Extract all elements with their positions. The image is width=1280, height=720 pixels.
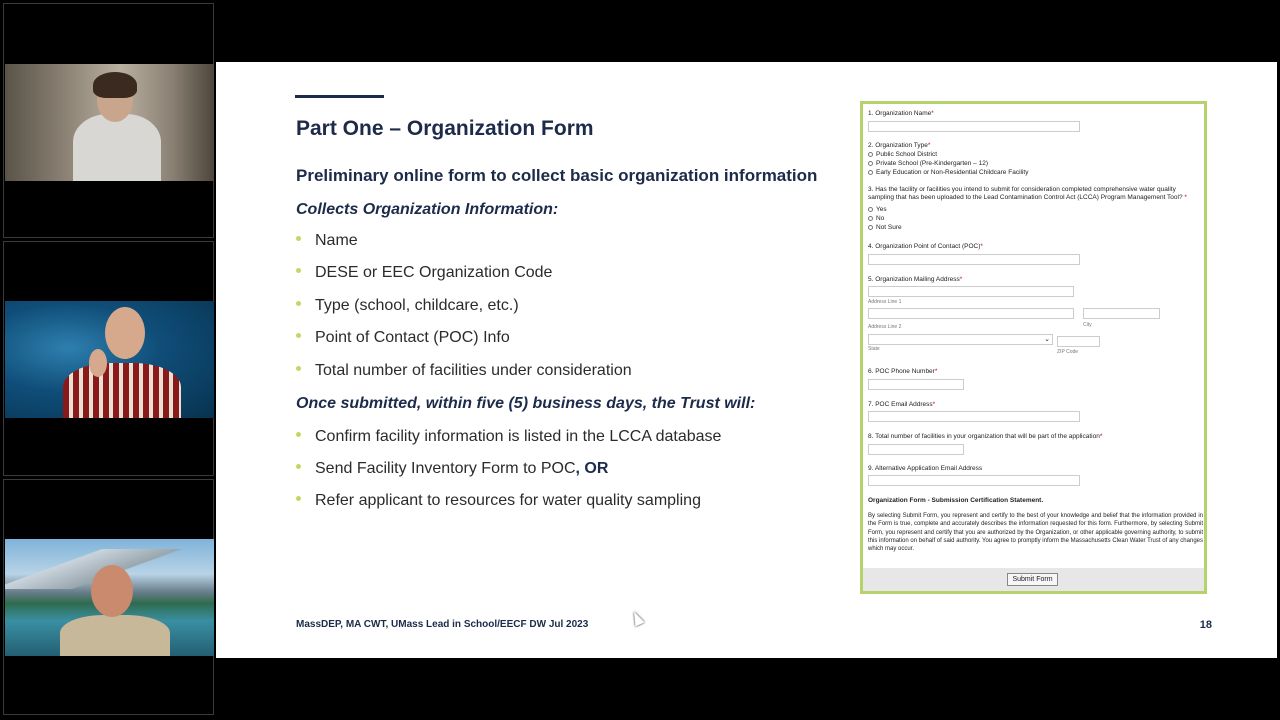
bullet-item: Send Facility Inventory Form to POC, OR: [296, 460, 608, 478]
participant-tile-3[interactable]: [3, 479, 214, 715]
bullet-item: Total number of facilities under consideration: [296, 362, 632, 380]
slide-subtitle: Preliminary online form to collect basic organization information: [296, 166, 818, 185]
bullet-dot-icon: [296, 464, 301, 469]
radio-option[interactable]: Early Education or Non-Residential Childcare Facility: [868, 169, 1028, 176]
bullet-dot-icon: [296, 333, 301, 338]
form-label-org-type: 2. Organization Type*: [868, 142, 931, 149]
address-line2-hint: Address Line 2: [868, 324, 902, 330]
slide-title: Part One – Organization Form: [296, 117, 594, 140]
radio-icon: [868, 170, 873, 175]
radio-icon: [868, 152, 873, 157]
certification-text: By selecting Submit Form, you represent and certify to the best of your knowledge and belief that the information provided in the Form is true, complete and accurately describes the information requested for this form. Furthermore, by selecting Submit Form, you represent and certify that you are authorized by the Organization, or other applicable governing authority, to submit this information on behalf of said authority. You agree to promptly inform the Massachusetts Clean Water Trust of any changes which may occur.: [868, 513, 1203, 553]
slide-footer: MassDEP, MA CWT, UMass Lead in School/EECF DW Jul 2023: [296, 619, 589, 630]
bullet-item: Name: [296, 232, 358, 250]
radio-option[interactable]: No: [868, 215, 884, 222]
participant-tile-2[interactable]: [3, 241, 214, 476]
bullet-item: Confirm facility information is listed in the LCCA database: [296, 428, 721, 446]
phone-field[interactable]: [868, 379, 964, 390]
zip-field[interactable]: [1057, 336, 1100, 347]
bullet-item: Point of Contact (POC) Info: [296, 329, 510, 347]
section-heading-collects: Collects Organization Information:: [296, 201, 559, 218]
city-field[interactable]: [1083, 308, 1160, 319]
bullet-dot-icon: [296, 432, 301, 437]
participant-video-3: [5, 539, 214, 656]
form-label-facility-count: 8. Total number of facilities in your organization that will be part of the application*: [868, 433, 1103, 440]
address-line1-field[interactable]: [868, 286, 1074, 297]
address-line2-field[interactable]: [868, 308, 1074, 319]
participant-video-2: [5, 301, 214, 418]
chevron-down-icon: ⌄: [1044, 336, 1050, 343]
address-line1-hint: Address Line 1: [868, 299, 902, 305]
radio-option[interactable]: Public School District: [868, 151, 937, 158]
radio-icon: [868, 161, 873, 166]
form-label-alt-email: 9. Alternative Application Email Address: [868, 465, 983, 472]
radio-option[interactable]: Private School (Pre-Kindergarten – 12): [868, 160, 988, 167]
certification-title: Organization Form - Submission Certification Statement.: [868, 497, 1044, 504]
title-accent-bar: [295, 95, 384, 98]
bullet-item: Refer applicant to resources for water quality sampling: [296, 492, 701, 510]
form-label-poc: 4. Organization Point of Contact (POC)*: [868, 243, 983, 250]
facility-count-field[interactable]: [868, 444, 964, 455]
org-name-field[interactable]: [868, 121, 1080, 132]
form-label-email: 7. POC Email Address*: [868, 401, 936, 408]
presentation-slide: [216, 62, 1277, 658]
form-label-mailing-address: 5. Organization Mailing Address*: [868, 276, 963, 283]
participant-tile-1[interactable]: [3, 3, 214, 238]
zip-hint: ZIP Code: [1057, 349, 1079, 355]
organization-form-preview: [860, 101, 1207, 594]
participant-video-1: [5, 64, 214, 181]
bullet-dot-icon: [296, 301, 301, 306]
radio-icon: [868, 216, 873, 221]
bullet-dot-icon: [296, 366, 301, 371]
form-label-phone: 6. POC Phone Number*: [868, 368, 938, 375]
bullet-item: DESE or EEC Organization Code: [296, 264, 552, 282]
bullet-dot-icon: [296, 236, 301, 241]
bullet-dot-icon: [296, 496, 301, 501]
alt-email-field[interactable]: [868, 475, 1080, 486]
city-hint: City: [1083, 322, 1092, 328]
slide-page-number: 18: [1199, 619, 1212, 631]
poc-field[interactable]: [868, 254, 1080, 265]
email-field[interactable]: [868, 411, 1080, 422]
radio-icon: [868, 225, 873, 230]
radio-icon: [868, 207, 873, 212]
section-heading-once-submitted: Once submitted, within five (5) business days, the Trust will:: [296, 395, 756, 412]
bullet-item: Type (school, childcare, etc.): [296, 297, 519, 315]
state-select[interactable]: [868, 334, 1053, 345]
radio-option[interactable]: Yes: [868, 206, 887, 213]
form-label-lcca-question: 3. Has the facility or facilities you intend to submit for consideration completed comprehensive water quality sampling that has been uploaded to the Lead Contamination Control Act (LCCA) Program Management Tool? *: [868, 186, 1187, 201]
bullet-dot-icon: [296, 268, 301, 273]
submit-area: [863, 568, 1204, 591]
state-hint: State: [868, 346, 880, 352]
form-label-org-name: 1. Organization Name*: [868, 110, 934, 117]
radio-option[interactable]: Not Sure: [868, 224, 902, 231]
submit-form-button[interactable]: Submit Form: [1007, 573, 1058, 586]
